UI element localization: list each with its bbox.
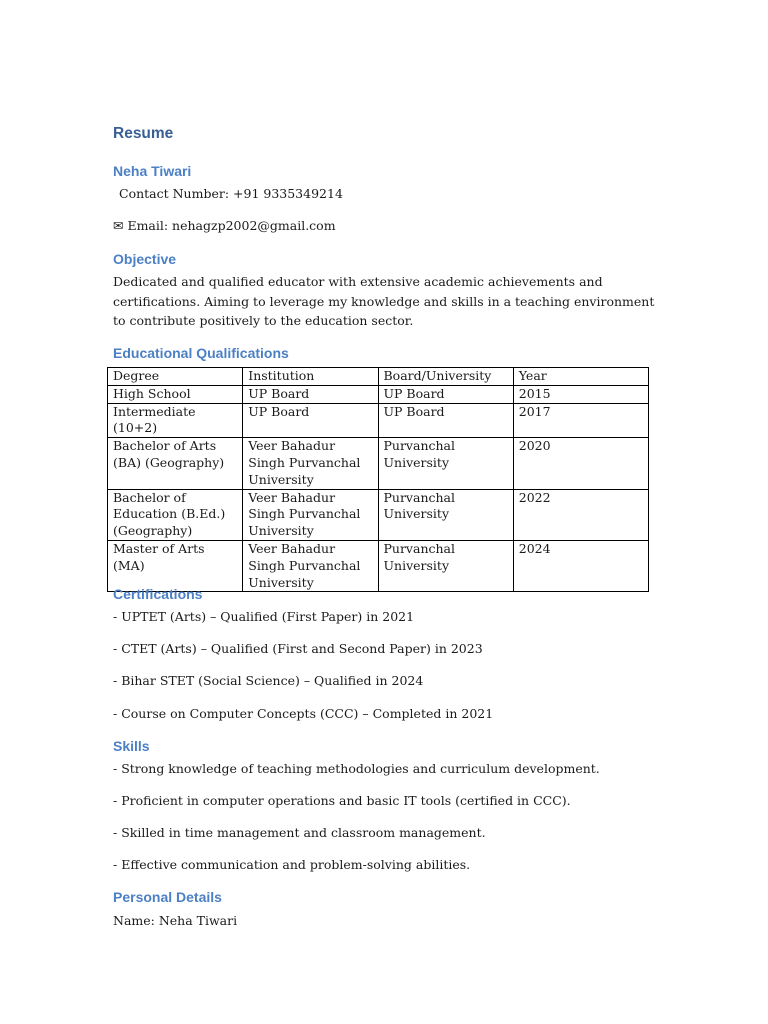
skills-heading: Skills bbox=[113, 738, 150, 754]
objective-text: Dedicated and qualified educator with extensive academic achievements and certifications. Aiming to leverage my knowledge and skills in a teaching environment to contribute positively to the education sector. bbox=[113, 274, 655, 328]
candidate-name: Neha Tiwari bbox=[113, 163, 192, 179]
personal-details-heading: Personal Details bbox=[113, 889, 222, 905]
column-header: Degree bbox=[108, 368, 243, 386]
table-cell: Intermediate (10+2) bbox=[108, 403, 243, 438]
table-header-row bbox=[108, 368, 649, 386]
contact-number: Contact Number: +91 9335349214 bbox=[119, 186, 343, 201]
table-cell: Purvanchal University bbox=[378, 540, 513, 591]
table-cell: Purvanchal University bbox=[378, 438, 513, 489]
table-cell: UP Board bbox=[378, 385, 513, 403]
table-row bbox=[108, 540, 649, 591]
certifications-heading: Certifications bbox=[113, 586, 203, 602]
certification-item: - Course on Computer Concepts (CCC) – Completed in 2021 bbox=[113, 706, 494, 721]
skill-item: - Strong knowledge of teaching methodologies and curriculum development. bbox=[113, 761, 600, 776]
table-cell: UP Board bbox=[243, 403, 378, 438]
table-cell: Bachelor of Education (B.Ed.) (Geography) bbox=[108, 489, 243, 540]
table-row bbox=[108, 438, 649, 489]
table-cell: Master of Arts (MA) bbox=[108, 540, 243, 591]
education-table bbox=[107, 367, 649, 592]
table-cell: Veer Bahadur Singh Purvanchal University bbox=[243, 489, 378, 540]
personal-name: Name: Neha Tiwari bbox=[113, 913, 238, 928]
certification-item: - UPTET (Arts) – Qualified (First Paper) in 2021 bbox=[113, 609, 415, 624]
table-cell: 2017 bbox=[513, 403, 648, 438]
objective-heading: Objective bbox=[113, 251, 177, 267]
table-row bbox=[108, 385, 649, 403]
column-header: Board/University bbox=[378, 368, 513, 386]
table-cell: UP Board bbox=[243, 385, 378, 403]
column-header: Year bbox=[513, 368, 648, 386]
table-cell: 2024 bbox=[513, 540, 648, 591]
email-line: ✉ Email: nehagzp2002@gmail.com bbox=[113, 218, 336, 233]
table-cell: 2015 bbox=[513, 385, 648, 403]
table-cell: 2022 bbox=[513, 489, 648, 540]
column-header: Institution bbox=[243, 368, 378, 386]
certification-item: - Bihar STET (Social Science) – Qualified in 2024 bbox=[113, 673, 424, 688]
table-cell: 2020 bbox=[513, 438, 648, 489]
skill-item: - Effective communication and problem-solving abilities. bbox=[113, 857, 471, 872]
table-cell: High School bbox=[108, 385, 243, 403]
table-cell: Veer Bahadur Singh Purvanchal University bbox=[243, 438, 378, 489]
table-cell: UP Board bbox=[378, 403, 513, 438]
document-title: Resume bbox=[113, 125, 174, 142]
skill-item: - Skilled in time management and classroom management. bbox=[113, 825, 486, 840]
table-cell: Veer Bahadur Singh Purvanchal University bbox=[243, 540, 378, 591]
table-cell: Purvanchal University bbox=[378, 489, 513, 540]
table-cell: Bachelor of Arts (BA) (Geography) bbox=[108, 438, 243, 489]
certification-item: - CTET (Arts) – Qualified (First and Second Paper) in 2023 bbox=[113, 641, 483, 656]
skill-item: - Proficient in computer operations and basic IT tools (certified in CCC). bbox=[113, 793, 571, 808]
table-row bbox=[108, 489, 649, 540]
table-row bbox=[108, 403, 649, 438]
education-heading: Educational Qualifications bbox=[113, 345, 289, 361]
